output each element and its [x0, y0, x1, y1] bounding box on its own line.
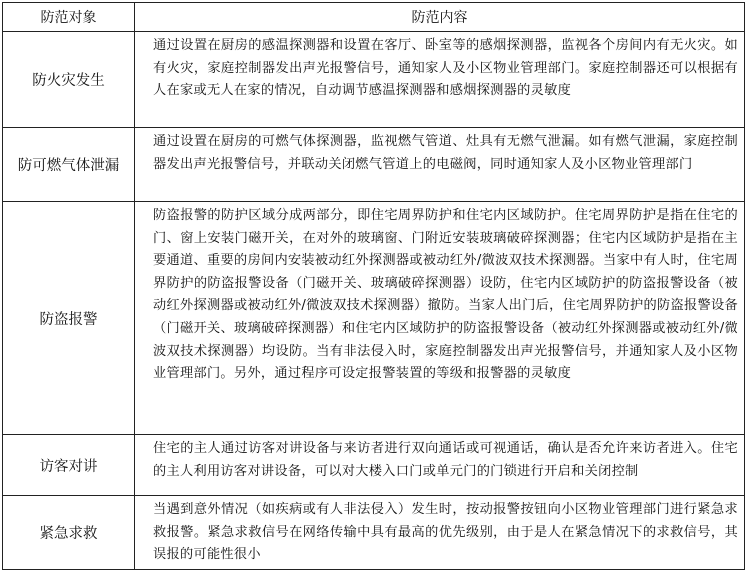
table-row [3, 435, 745, 496]
row-content: 防盗报警的防护区域分成两部分，即住宅周界防护和住宅内区域防护。住宅周界防护是指在住宅的门、窗上安装门磁开关，在对外的玻璃窗、门附近安装玻璃破碎探测器；住宅内区域防护是指在主要通道、重要的房间内安装被动红外探测器或被动红外/微波双技术探测器。当家中有人时，住宅周界防护的防盗报警设备（门磁开关、玻璃破碎探测器）设防，住宅内区域防护的防盗报警设备（被动红外探测器或被动红外/微波双技术探测器）撤防。当家人出门后，住宅周界防护的防盗报警设备（门磁开关、玻璃破碎探测器）和住宅内区域防护的防盗报警设备（被动红外探测器或被动红外/微波双技术探测器）均设防。当有非法侵入时，家庭控制器发出声光报警信号，并通知家人及小区物业管理部门。另外，通过程序可设定报警装置的等级和报警器的灵敏度 [135, 202, 745, 435]
row-object: 防盗报警 [3, 202, 135, 435]
table-row [3, 496, 745, 570]
table-row [3, 202, 745, 435]
header-object: 防范对象 [3, 3, 135, 32]
header-content: 防范内容 [135, 3, 745, 32]
header-row [3, 3, 745, 32]
row-content: 通过设置在厨房的可燃气体探测器，监视燃气管道、灶具有无燃气泄漏。如有燃气泄漏，家庭控制器发出声光报警信号，并联动关闭燃气管道上的电磁阀，同时通知家人及小区物业管理部门 [135, 128, 745, 202]
row-object: 防火灾发生 [3, 32, 135, 128]
row-object: 访客对讲 [3, 435, 135, 496]
table-row [3, 32, 745, 128]
row-content: 住宅的主人通过访客对讲设备与来访者进行双向通话或可视通话，确认是否允许来访者进入。住宅的主人利用访客对讲设备，可以对大楼入口门或单元门的门锁进行开启和关闭控制 [135, 435, 745, 496]
row-content: 通过设置在厨房的感温探测器和设置在客厅、卧室等的感烟探测器，监视各个房间内有无火灾。如有火灾，家庭控制器发出声光报警信号，通知家人及小区物业管理部门。家庭控制器还可以根据有人在家或无人在家的情况，自动调节感温探测器和感烟探测器的灵敏度 [135, 32, 745, 128]
row-object: 防可燃气体泄漏 [3, 128, 135, 202]
table-row [3, 128, 745, 202]
row-object: 紧急求救 [3, 496, 135, 570]
security-table [2, 2, 745, 570]
row-content: 当遇到意外情况（如疾病或有人非法侵入）发生时，按动报警按钮向小区物业管理部门进行紧急求救报警。紧急求救信号在网络传输中具有最高的优先级别，由于是人在紧急情况下的求救信号，其误报的可能性很小 [135, 496, 745, 570]
